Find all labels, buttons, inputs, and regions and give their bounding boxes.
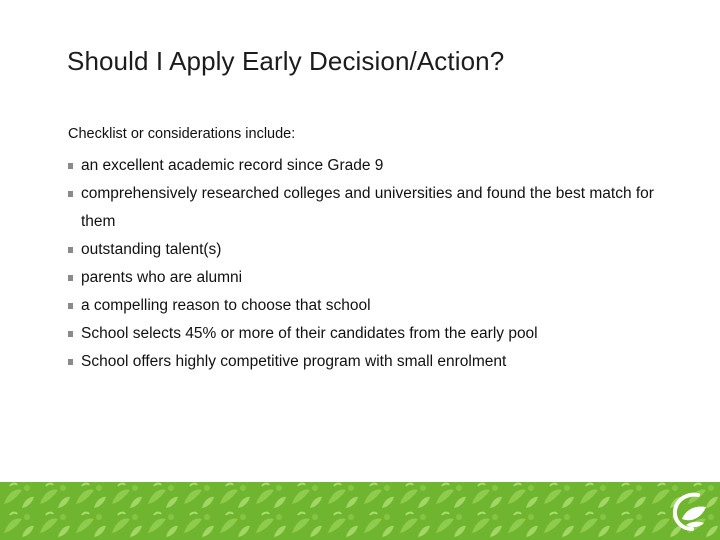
- list-item: [68, 236, 668, 264]
- checklist: [68, 152, 668, 376]
- list-item-text: School offers highly competitive program with small enrolment: [81, 353, 507, 370]
- bullet-icon: [68, 163, 73, 169]
- list-item-text: an excellent academic record since Grade 9: [81, 157, 384, 174]
- list-item: [68, 292, 668, 320]
- list-item-text: comprehensively researched colleges and universities and found the best match for them: [81, 185, 654, 230]
- list-item: [68, 348, 668, 376]
- bullet-icon: [68, 275, 73, 281]
- list-item: [68, 152, 668, 180]
- list-item: [68, 320, 668, 348]
- list-item-text: outstanding talent(s): [81, 241, 222, 258]
- bullet-icon: [68, 303, 73, 309]
- list-item-text: School selects 45% or more of their candidates from the early pool: [81, 325, 538, 342]
- checklist-intro: Checklist or considerations include:: [68, 126, 296, 142]
- bullet-icon: [68, 191, 73, 197]
- bullet-icon: [68, 359, 73, 365]
- bullet-icon: [68, 331, 73, 337]
- bullet-icon: [68, 247, 73, 253]
- slide-title: Should I Apply Early Decision/Action?: [67, 46, 505, 76]
- list-item: [68, 180, 668, 236]
- leaf-swirl-logo-icon: [668, 489, 712, 533]
- footer-pattern-band: [0, 482, 720, 540]
- list-item: [68, 264, 668, 292]
- leaf-pattern-icon: [0, 482, 720, 540]
- list-item-text: a compelling reason to choose that school: [81, 297, 371, 314]
- list-item-text: parents who are alumni: [81, 269, 243, 286]
